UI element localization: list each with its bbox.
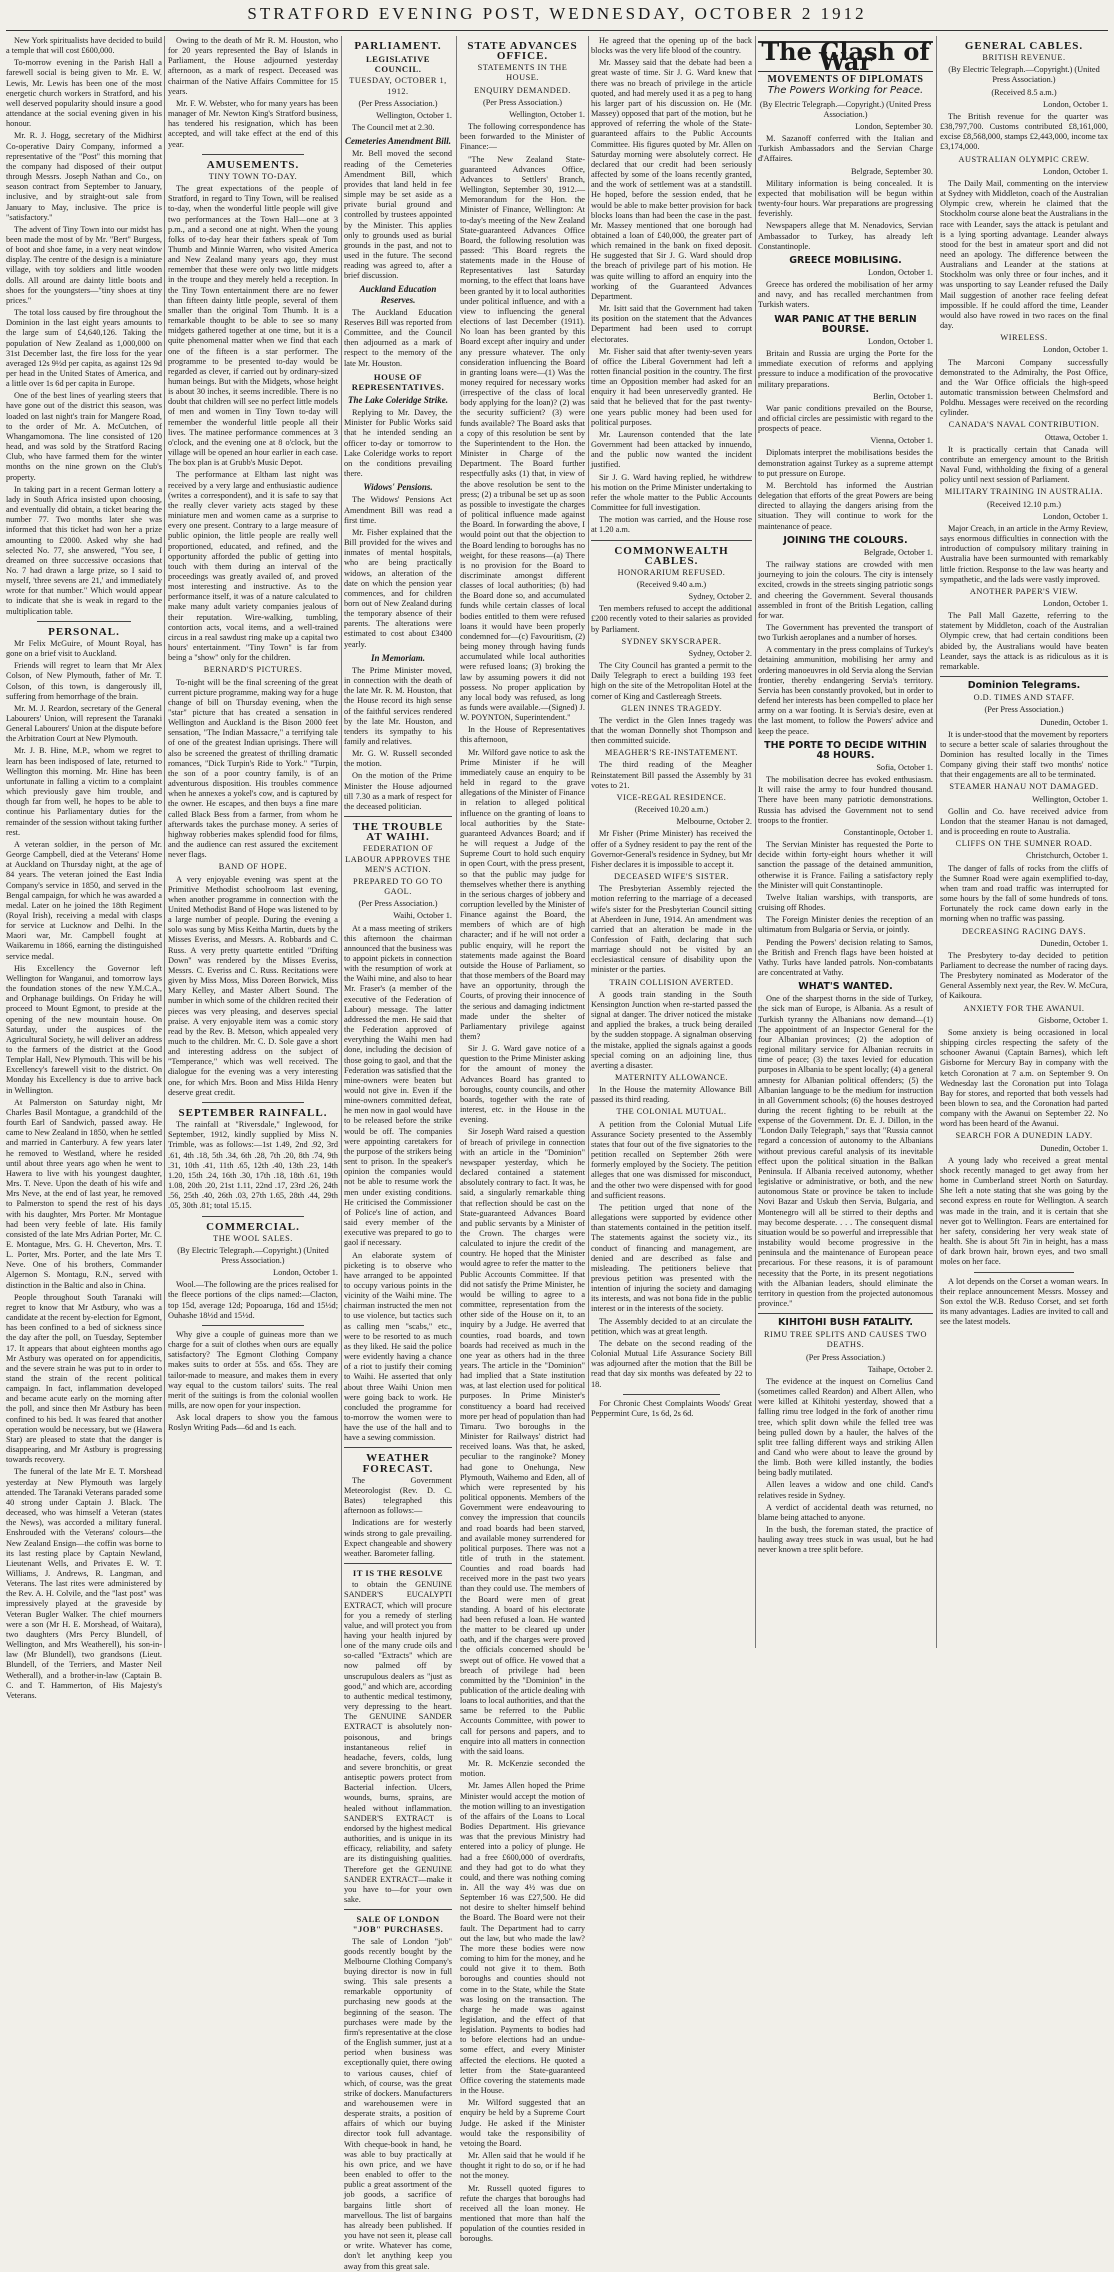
article-subheading: STEAMER HANAU NOT DAMAGED. [949, 782, 1099, 792]
article-paragraph: The City Council has granted a permit to the Daily Telegraph to erect a building 193 feet high on the site of the Metropolitan Hotel at the corner of King and Castlereagh Streets. [591, 661, 752, 701]
dateline: Berlin, October 1. [873, 391, 933, 401]
article-subheading: O.D. TIMES AND STAFF. [973, 693, 1075, 703]
article-subheading: VICE-REGAL RESIDENCE. [616, 792, 727, 802]
section-divider [974, 1272, 1075, 1273]
article-paragraph: Gollin and Co. have received advice from London that the steamer Hanau is not damaged, and is proceeding en route to Australia. [940, 806, 1108, 837]
section-heading: WEATHER FORECAST. [362, 1452, 434, 1475]
article-paragraph: To-night will be the final screening of the great current picture programme, making way for a huge change of bill on Thursday evening, when the "star" picture that has created a sensation in Wellington and Auckland is the Bison 2000 feet sensation, "The Indian Massacre," a terrifying tale of one of the greatest Indian uprisings. There will also be screened the greatest of thrilling dramatic romances, "Dick Turpin's Ride to York." "Turpin, the son of a poor country family, is of an adventurous disposition. His troubles commence when he annexes a yokel's cow, and is captured by the owner. He escapes, and then buys a fine mare called Black Bess from a farmer, from whom he afterwards takes the purchase money. A series of highway robberies makes splendid food for films, and the audience can rest assured the excitement never flags. [168, 677, 338, 860]
dateline: Ottawa, October 1. [1044, 432, 1108, 442]
article-subheading: Cemeteries Amendment Bill. [345, 136, 451, 147]
advertisement-text: For Chronic Chest Complaints Woods' Great Peppermint Cure, 1s 6d, 2s 6d. [591, 1398, 752, 1418]
press-credit: (Per Press Association.) [358, 899, 438, 909]
section-divider [202, 1102, 304, 1103]
article-paragraph: The Assembly decided to at an circulate the petition, which was at great length. [591, 1316, 752, 1336]
article-subheading: CLIFFS ON THE SUMNER ROAD. [955, 839, 1093, 849]
article-subheading: BERNARD'S PICTURES. [203, 665, 303, 675]
article-subheading: GREECE MOBILISING. [789, 254, 902, 266]
article-paragraph: Mr. M. J. Reardon, secretary of the General Labourers' Union, will represent the Taranaki General Labourers' Union at the dispute before the Arbitration Court at New Plymouth. [6, 703, 162, 744]
article-paragraph: A commentary in the press complains of Turkey's detaining ammunition, mobilising her army and ordering manoeuvres in old Servia along the Servian frontier, thereby endangering Servia's territory. Servia has been constantly provoked, but in order to defend her interests has been compelled to place her army on a war footing. It is Servia's desire, even at the last moment, to follow the Powers' advice and keep the peace. [758, 645, 933, 736]
section-heading: Dominion Telegrams. [967, 680, 1081, 692]
dateline: Sydney, October 2. [688, 592, 752, 602]
article-subheading: PREPARED TO GO TO GAOL. [353, 876, 443, 897]
article-subheading: TINY TOWN TO-DAY. [208, 171, 298, 181]
article-paragraph: At a mass meeting of strikers this afternoon the chairman announced that the business was to appoint pickets in connection with the resumption of work at the Waihi mine, and also to hear Mr. Fraser's (a member of the executive of the Federation of Labour) message. The latter addressed the men. He said that the Federation approved of everything the Waihi men had done, including the decision of those going to gaol, and that the Federation was satisfied that the mine-owners were beaten but would not give in. Even if the mine-owners committed defeat, he men now in gaol would have to be released before the strike would be off. The companies were appointing caretakers for the purpose of the strikers being sent to prison. In the speaker's opinion the companies would not be able to resume work the men under existing conditions. He criticised the Commissioner of Police's line of action, and said every member of the executive was prepared to go to gaol if necessary. [344, 923, 452, 1248]
article-paragraph: Some anxiety is being occasioned in local shipping circles respecting the safety of the schooner Awanui (Captain Barnes), which left Gisborne for Mercury Bay in company with the ketch Coronation at 7 a.m. on September 9. On Wednesday last the Coronation put into Tolaga Bay for stores, and reported that both vessels had been blown to sea, and the Coronation had parted company with the Awanui on September 22. No word has been heard of the Awanui. [940, 1027, 1108, 1129]
article-paragraph: The performance at Eltham last night was received by a very large and enthusiastic audience (writes a correspondent), and it is safe to say that the really clever variety acts staged by these miniature men and women came as a surprise to every one present. Contrary to a large measure of public opinion, the little people are really well proportioned, educated, and refined, and the opportunity afforded the public of getting into touch with them during an interval of the proceedings was greatly availed of, and proved most interesting and instructive. As to the performance itself, it was of a nature calculated to make many adult variety companies jealous of their reputation. Wire-walking, tumbling, contortion acts, vocal items, and a well-trained circus in a real sawdust ring make up a capital two hours' entertainment. "Tiny Town" is far from being a "show" only for the children. [168, 470, 338, 663]
article-paragraph: Mr. Fisher explained that the Bill provided for the wives and inmates of mental hospitals, who are being practically widows, an alteration of the date on which the pension year commences, and for children born out of New Zealand during the temporary absence of their parents. The alterations were estimated to cost about £3400 yearly. [344, 527, 452, 649]
column-divider [456, 36, 457, 1648]
article-subheading: DECEASED WIFE'S SISTER. [614, 872, 729, 882]
article-subheading: The Powers Working for Peace. [767, 85, 924, 97]
article-paragraph: An elaborate system of picketing is to observe who have arranged to be appointed to occupy various points in the vicinity of the Waihi mine. The chairman instructed the men not to use violence, but tactics such as calling men "scabs," etc., were to be resorted to as much as they liked. He said the police were evidently having a chance of a riot to justify their coming to Waihi. He asserted that only about three Waihi Union men were going back to work. He concluded the programme for to-morrow the women were to have the use of the hall and to have a sewing commission. [344, 1250, 452, 1443]
dateline: Belgrade, September 30. [850, 166, 933, 176]
article-subheading: RIMU TREE SPLITS AND CAUSES TWO DEATHS. [764, 1330, 927, 1350]
article-paragraph: The Foreign Minister denies the reception of an ultimatum from Bulgaria or Servia, or jointly. [758, 915, 933, 935]
article-paragraph: New York spiritualists have decided to build a temple that will cost £600,000. [6, 36, 162, 56]
dateline: London, October 1. [1043, 598, 1108, 608]
press-credit: (Per Press Association.) [358, 98, 438, 108]
article-subheading: ANXIETY FOR THE AWANUI. [963, 1003, 1085, 1013]
article-paragraph: On the motion of the Prime Minister the House adjourned till 7.30 as a mark of respect for the deceased politician. [344, 771, 452, 811]
section-divider [344, 816, 452, 817]
article-paragraph: Mr. Wilford suggested that an enquiry be held by a Supreme Court Judge. He asked if the Minister would take the responsibility of vetoing the Board. [460, 2098, 585, 2148]
article-paragraph: In the House the maternity Allowance Bill passed its third reading. [591, 1085, 752, 1105]
advertisement-text: to obtain the GENUINE SANDER'S EUCALYPTI EXTRACT, which will procure for you a remedy of sterling value, and will protect you from having your health injured by one of the many crude oils and so-called "Extracts" which are now palmed off by unscrupulous dealers as "just as good," and which are, according to authentic medical testimony, very depressing to the heart. The GENUINE SANDER EXTRACT is absolutely non-poisonous, and brings instantaneous relief in headache, fevers, colds, lung and severe bronchitis, or great antiseptic powers protect from Bacterial infection. Ulcers, wounds, burns, sprains, are healed without inflammation. SANDER'S EXTRACT is endorsed by the highest medical authorities, and is unique in its efficacy, reliability, and safety are its distinguishing qualities. Therefore get the GENUINE SANDER EXTRACT—make it you have to—for your own sake. [344, 1580, 452, 1905]
article-paragraph: Mr. Allen said that he would if he thought it right to do so, or if he had not the money. [460, 2151, 585, 2181]
section-heading: THE TROUBLE AT WAIHI. [352, 821, 444, 844]
press-credit: (Per Press Association.) [482, 97, 563, 107]
dateline: Belgrade, October 1. [863, 547, 933, 557]
article-paragraph: The verdict in the Glen Innes tragedy was that the woman Donnelly shot Thompson and then committed suicide. [591, 715, 752, 746]
article-paragraph: Mr. R. McKenzie seconded the motion. [460, 1759, 585, 1779]
article-subheading: CANADA'S NAVAL CONTRIBUTION. [948, 420, 1100, 430]
column-5 [591, 36, 752, 1648]
article-subheading: Widows' Pensions. [363, 482, 433, 493]
article-paragraph: The mobilisation decree has evoked enthusiasm. It will raise the army to four hundred thousand. There have been many patriotic demonstrations. Russia has advised the Government not to send troops to the frontier. [758, 775, 933, 825]
article-date: TUESDAY, OCTOBER 1, 1912. [349, 76, 447, 96]
dateline: Constantinople, October 1. [843, 827, 933, 837]
advertisement-heading: SALE OF LONDON "JOB" PURCHASES. [352, 1914, 444, 1935]
article-subheading: JOINING THE COLOURS. [783, 534, 908, 546]
article-paragraph: The Presbyterian Assembly rejected the motion referring to the marriage of a deceased wife's sister for the Presbyterian Council sitting at Aberdeen in June, 1914. An amendment was carried that an alteration be made in the Confession of Faith, declaring that such marriage should not be visited by an ecclesiastical censure of disability upon the minister or the parties. [591, 884, 752, 975]
article-paragraph: Sir J. G. Ward having replied, he withdrew his motion on the Prime Minister undertaking to refer the whole matter to the Public Accounts Committee for full investigation. [591, 472, 752, 513]
article-paragraph: The danger of falls of rocks from the cliffs of the Sumner Road were again exemplified to-day, when tram and road traffic was interrupted for some hours by the fall of some hundreds of tons. Fortunately the rock came down early in the morning when no traffic was passing. [940, 863, 1108, 924]
article-paragraph: In the bush, the foreman stated, the practice of hauling away trees stuck in was usual, but he had never known a tree split before. [758, 1525, 933, 1555]
article-paragraph: "The New Zealand State-guaranteed Advances Office, Advances to Settlers' Branch, Wellington, September 30, 1912.—Memorandum for the Hon. the Minister of Finance, Wellington: At to-day's meeting of the New Zealand State-guaranteed Advances Office Board, the following resolution was passed: 'This Board regrets the statements made in the House of Representatives last Saturday morning, to the effect that loans have been granted by it to local authorities under political influence, and with a view to influencing the general elections of last December (1911). No loan has been granted by this Board except after inquiry and under any pressure whatever. The only consideration influencing the Board in granting loans were—(1) Was the money required for necessary works (irrespective of the class of local body applying for the loan)? (2) was the security sufficient? (3) were funds available? The Board asks that a copy of this resolution be sent by the Superintendent to the Hon. the Minister in Charge of the Department. The Board further respectfully asks (1) that, in view of the above resolution be sent to the press; (2) a tribunal be set up as soon as possible to investigate the charges of political influence made against the Board. In forwarding the above, I would point out that the objection to the Board lending to boroughs has no weight, for these reasons—(a) There is no provision for the Board to discriminate amongst different classes of local authorities; (b) had the Board done so, and accumulated funds while certain classes of local bodies entitled to them were refused loans it would have been properly condemned for—(c) Favouritism, (2) being money through having funds accumulated while local authorities were refused loans; (3) broking the law by assuming powers it did not possess. No proper application by any local body was refused, as long as funds were available.—(Signed) J. W. POYNTON, Superintendent." [460, 154, 585, 723]
article-paragraph: The evidence at the inquest on Cornelius Cand (sometimes called Reardon) and Albert Allen, who were killed at Kihitohi yesterday, showed that a falling rimu tree lodged in the fork of another rimu tree, which split down while the felled tree was being pulled down by a hauler, the halves of the split tree falling different ways and striking Allen and Cand who were about to leave the ground by the limb. Both were killed instantly, the bodies being badly mutilated. [758, 1376, 933, 1478]
advertisement-text: The sale of London "job" goods recently bought by the Melbourne Clothing Company's buying director is now in full swing. This sale presents a remarkable opportunity of purchasing new goods at the beginning of the season. The purchases were made by the firm's representative at the close of the English summer, just at a period when business was exceptionally quiet, there owing to various causes, chief of which, of course, was the great strike of dockers. Manufacturers and warehousemen were in desperate straits, a position of affairs of which our buying director took full advantage. With cheque-book in hand, he was able to buy practically at his own price, and we have been enabled to offer to the public a great assortment of the job goods, a sacrifice of bargains little short of marvellous. The list of bargains has already been published. If you have not seen it, please call or write. Whatever has come, don't let anything keep you away from this great sale. [344, 1936, 452, 2271]
article-paragraph: A young lady who received a great mental shock recently managed to get away from her home in Cumberland street North on Saturday. She left a note stating that she was going by the second express en route for Wellington. A search was made in the train, and it is certain that she never got to Wellington. Fears are entertained for her safety, considering her very weak state of health. She is about 5ft 7in in height, has a mass of dark brown hair, brown eyes, and two small moles on her face. [940, 1155, 1108, 1267]
dateline: London, September 30. [855, 121, 933, 131]
article-paragraph: Wool.—The following are the prices realised for the fleece portions of the clips named:—Clacton, top 15d, average 12d; Popoaruga, 16d and 15½d; Ouhashe 18½d and 15½d. [168, 1280, 338, 1320]
article-subheading: GLEN INNES TRAGEDY. [621, 703, 722, 713]
column-divider [936, 36, 937, 1648]
article-subheading: AUSTRALIAN OLYMPIC CREW. [958, 154, 1090, 164]
article-subheading: DECREASING RACING DAYS. [962, 926, 1086, 936]
column-divider [755, 36, 756, 1648]
article-subheading: WAR PANIC AT THE BERLIN BOURSE. [774, 313, 917, 335]
column-divider [164, 36, 165, 1648]
section-heading: GENERAL CABLES. [964, 40, 1084, 52]
article-subheading: Auckland Education Reserves. [359, 284, 437, 305]
war-headline-box [758, 37, 933, 77]
dateline: Wellington, October 1. [509, 109, 585, 119]
dateline: Melbourne, October 2. [676, 817, 752, 827]
article-paragraph: The funeral of the late Mr E. T. Morshead yesterday at New Plymouth was largely attended. The Taranaki Veterans paraded some 40 strong under Captain J. Black. The deceased, who was himself a Veteran (states the News), was accorded a military funeral. Enshrouded with the Veterans' colours—the New Zealand Ensign—the coffin was borne to its last resting place by Captain Newland, Lieutenant Wells, and Privates E. W. T. Williams, J. Andrews, R. Langman, and Veterans. The last rites were administered by the Rev. A. H. Colvile, and the "last post" was impressively played at the graveside by Veteran Bugler Walker. The chief mourners were a son (Mr H. E. Morshead, of Waitara), two daughters (Mrs Percy Blundell, of Wellington, and Mrs Weatherell), his son-in-law (Mr Blundell), two grandsons (Lieut. Blundell, of the Terriers, and Master Neil Wetherall), and a brother-in-law (Captain B. C. and T. Hammerton, of His Majesty's Veterans. [6, 1467, 162, 1700]
article-paragraph: Allen leaves a widow and one child. Cand's relatives reside in Sydney. [758, 1480, 933, 1500]
section-heading: STATE ADVANCES OFFICE. [467, 40, 578, 63]
article-paragraph: Mr. J. B. Hine, M.P., whom we regret to learn has been indisposed of late, returned to Wellington this morning. Mr. Hine has been unfortunate in falling a victim to a complaint which previously gave him trouble, and though far from well, he hopes to be able to continue his Parliamentary duties for the remainder of the session without taking further rest. [6, 746, 162, 837]
section-heading: SEPTEMBER RAINFALL. [178, 1106, 328, 1119]
advertisement-text: Why give a couple of guineas more than we charge for a suit of clothes when ours are equally satisfactory? The Egmont Clothing Company makes suits to order at 55s. and 65s. They are tailor-made to measure, and makes them in every way equal to the custom tailors' suits. The real merit of the suitings is from the colonial woollen mills, are now open for your inspection. [168, 1329, 338, 1410]
dateline: Dunedin, October 1. [1040, 1143, 1108, 1153]
column-7 [940, 36, 1108, 1648]
article-subheading: MEAGHER'S RE-INSTATEMENT. [604, 748, 738, 758]
section-heading: KIHITOHI BUSH FATALITY. [778, 1317, 913, 1329]
article-paragraph: A very enjoyable evening was spent at the Primitive Methodist schoolroom last evening, when another programme in connection with the United Methodist Band of Hope was listened to by a large number of people. During the evening a solo was sung by Miss Keitha Martin, duets by the Misses Everiss, and Messrs. A. Robbards and C. Russ. A very pretty quartette entitled "Drifting Down" was rendered by the Misses Everiss, Messrs. C. Everiss and C. Russ. Recitations were given by Miss Moss, Miss Doreen Borwick, Miss Mary Kelley, and Master Albert Sound. The number in which some of the children recited their pieces was very pleasing, and deserves special praise. A very enjoyable item was a comic story read by the Rev. B. Metson, which appealed very much to the children. Mr. C. D. Sole gave a short and interesting address on the subject of "Temperance," which was well received. The dialogue for the evening was a very interesting one, for which Mrs. Boon and Miss Hilda Henry deserve great credit. [168, 874, 338, 1097]
article-paragraph: The rainfall at "Riversdale," Inglewood, for September, 1912, kindly supplied by Miss N. Trimble, was as follows:—1st 1.49, 2nd .92, 3rd .61, 4th .18, 5th .34, 6th .28, 7th .20, 8th .74, 9th .31, 10th .41, 11th .65, 12th .40, 13th .23, 14th 1.20, 15th .24, 16th .30, 17th .18, 18th .61, 19th 1.08, 20th .20, 21st 1.11, 22nd .17, 23rd .26, 24th .56, 25th .40, 26th .03, 27th 1.65, 28th .44, 29th .05, 30th .81; total 15.15. [168, 1120, 338, 1211]
article-paragraph: Ten members refused to accept the additional £200 recently voted to their salaries as provided by Parliament. [591, 604, 752, 634]
column-3 [344, 36, 452, 2271]
article-paragraph: War panic conditions prevailed on the Bourse, and official circles are pessimistic with regard to the prospects of peace. [758, 403, 933, 434]
article-paragraph: The total loss caused by fire throughout the Dominion in the last eight years amounts to the large sum of £4,640,126. Taking the population of New Zealand as 1,000,000 on 31st December last, the fire loss for the year averaged 12s 9½d per capita, as against 12s 9d per head in the United States of America, and a little over 1s 6d per capita in Europe. [6, 308, 162, 389]
article-subheading: WIRELESS. [1000, 333, 1048, 343]
article-paragraph: The motion was carried, and the House rose at 1.20 a.m. [591, 515, 752, 535]
press-credit: (Per Press Association.) [984, 705, 1064, 715]
article-paragraph: His Excellency the Governor left Wellington for Wanganui, and tomorrow lays the foundation stones of the new Y.M.C.A., and Orphanage buildings. On Friday he will proceed to Mount Egmont, to preside at the opening of the new mountain house. On Saturday, under the auspices of the Agricultural Society, he will deliver an address to the farmers of the district at the Good Templar Hall, New Plymouth. This will be his Excellency's farewell visit to the district. On Monday his Excellency is due to arrive back in Wellington. [6, 963, 162, 1095]
article-subheading: THE COLONIAL MUTUAL. [616, 1107, 727, 1117]
article-paragraph: Mr. Massey said that the debate had been a great waste of time. Sir J. G. Ward knew that there was no breach of privilege in the article quoted, and had merely used it as a peg to hang his larger part of his discussion on. He (Mr. Massey) opposed that part of the motion, but he approved of referring the whole of the State-guaranteed affairs to the Public Accounts Committee. His figures quoted by Mr. Allen on Saturday morning were absolutely correct. He declared that our credit had been seriously affected by some of the loans recently granted, and the work of settlement was at a standstill. He hoped, before the session ended, that he would be able to make better provision for back blocks loans than had been the case in the past. Mr. Massey mentioned that one borough had obtained a loan of £40,000, the greater part of which remained in the bank on fixed deposit. He suggested that Sir J. G. Ward should drop the breach of privilege part of his motion. He was quite willing to afford an enquiry into the working of the Guaranteed Advances Department. [591, 58, 752, 301]
dateline: Dunedin, October 1. [1040, 717, 1108, 727]
article-subheading: In Memoriam. [370, 652, 425, 663]
dateline: London, October 1. [273, 1268, 338, 1278]
received-time: (Received 12.10 p.m.) [987, 499, 1061, 509]
article-paragraph: The third reading of the Meagher Reinstatement Bill passed the Assembly by 31 votes to 21. [591, 760, 752, 790]
article-paragraph: A veteran soldier, in the person of Mr. George Campbell, died at the Veterans' Home at Auckland on Thursday night, at the age of 84 years. The veteran joined the East India Company's service in 1850, and served in the Bengal campaign, for which he was awarded a medal. Later on he joined the 18th Regiment (Royal Irish), receiving a medal with clasps for service at Lucknow and Delhi. In the Maori war, Mr. Campbell fought at Waikaremu in 1866, earning the distinguished service medal. [6, 839, 162, 961]
article-subheading: HONORARIUM REFUSED. [617, 567, 726, 577]
war-headline: The Clash of War [761, 37, 930, 77]
received-time: (Received 9.40 a.m.) [636, 579, 707, 589]
article-paragraph: In the House of Representatives this afternoon, [460, 725, 585, 745]
article-paragraph: The Pall Mall Gazette, referring to the statement by Middleton, coach of the Australian Olympic crew, that had certain conditions been abided by, the Australians would have beaten Leander, says the attack is as ridiculous as it is remarkable. [940, 611, 1108, 671]
section-heading: PERSONAL. [48, 625, 120, 638]
article-paragraph: The following correspondence has been forwarded to the Minister of Finance:— [460, 122, 585, 152]
article-subheading: MOVEMENTS OF DIPLOMATS [767, 74, 924, 86]
article-paragraph: Mr Fisher (Prime Minister) has received the offer of a Sydney resident to pay the rent of the Governor-General's residence in Sydney, but Mr Fisher declares it is impossible to accept it. [591, 829, 752, 869]
article-subheading: MILITARY TRAINING IN AUSTRALIA. [944, 487, 1104, 497]
article-paragraph: Mr. G. W. Russell seconded the motion. [344, 749, 452, 769]
article-paragraph: M. Berchtold has informed the Austrian delegation that efforts of the great Powers are being directed to allaying the dangers arising from the situation. They will continue to work for the maintenance of peace. [758, 480, 933, 531]
article-paragraph: Replying to Mr. Davey, the Minister for Public Works said that he intended sending an officer to-day or tomorrow to Lake Coleridge works to report on the conditions prevailing there. [344, 408, 452, 479]
dateline: London, October 1. [868, 336, 933, 346]
article-paragraph: Indications are for westerly winds strong to gale prevailing. Expect changeable and showery weather. Barometer falling. [344, 1518, 452, 1558]
section-divider [202, 1216, 304, 1217]
press-credit: (By Electric Telegraph.—Copyright.) (United Press Association.) [177, 1245, 329, 1265]
article-paragraph: Mr. Isitt said that the Government had taken its position on the statement that the Advances Department had been used to corrupt electorates. [591, 304, 752, 344]
masthead-rule [6, 30, 1108, 31]
article-paragraph: People throughout South Taranaki will regret to know that Mr Astbury, who was a candidate at the recent by-election for Egmont, has been confined to a bed of sickness since the day after the poll, on Tuesday, September 17. It appears that about eighteen months ago Mr Astbury was operated on for appendicitis, and the severe strain he was put to in order to stand the strain of the recent political campaign. In fact, inflammation developed and became acute early on the morning after the poll, and since then Mr Astbury has been confined to his bed. It was feared that another operation would be necessary, but we (Hawera Star) are pleased to state that the danger is disappearing, and Mr Astbury is progressing towards recovery. [6, 1292, 162, 1465]
article-paragraph: The Marconi Company successfully demonstrated to the Admiralty, the Post Office, and the War Office officials the high-speed automatic transmission between Chelmsford and Poldhu. Messages were received on the recording cylinder. [940, 357, 1108, 418]
article-paragraph: The great expectations of the people of Stratford, in regard to Tiny Town, will be realised to-day, when the wonderful little people will give two performances at the Town Hall—one at 3 p.m., and a second one at night. When the young folks of to-day hear their fathers speak of Tom Thumb and Minnie Warren, who visited America and New Zealand many years ago, they must remember that these were only two little midgets in the troupe and they merely held a reception. In the Tiny Town entertainment there are no fewer than fifteen dainty little people, several of them smaller than the original Tom Thumb. It is a remarkable thought to be able to see so many midgets gathered together at one time, but it is a quite phenomenal matter when we find that each one of the fifteen is a star performer. The programme to be presented to-day would be regarded as clever, if carried out by ordinary-sized human beings. But with the Midgets, whose height is about 30 inches, it seems incredible. There is no doubt that children will see no perfect little models of men and women in Tiny Town to-day will remember the wonderful little people all their lives. The matinee performance commences at 3 o'clock, and the evening one at 8 o'clock, but the village will be opened an hour earlier in each case. The box plan is at Grubb's Music Depot. [168, 184, 338, 468]
article-paragraph: Owing to the death of Mr R. M. Houston, who for 20 years represented the Bay of Islands in Parliament, the House adjourned yesterday afternoon, as a mark of respect. Deceased was chairman of the Native Affairs Committee for 15 years. [168, 36, 338, 96]
article-subheading: The Lake Coleridge Strike. [348, 395, 448, 405]
article-paragraph: Mr. James Allen hoped the Prime Minister would accept the motion of the motion willing to an investigation of the affairs of the Loans to Local Bodies Department. His grievance was that the previous Ministry had entered into a policy of plunge. He had a free £600,000 of overdrafts, and they had got to do what they could, and there was nothing coming in. All the way 4½ was due on September 16 was £27,500. He did not desire to shelter himself behind the Board. The Board were not their fault. The Department had to carry out the law, but who made the law? The more these bodies were now coming to him for the money, and he could not give it to them. Both boroughs and counties should not come in to the State, while the State was losing on the transaction. The charge he made was against legislation, and the effect of that legislation. Payments to bodies had to before elections had an undue-some effect, and every Minister affected the elections. He quoted a letter from the State-guaranteed Office covering the statements made in the House. [460, 1781, 585, 2096]
column-6 [758, 36, 933, 1648]
article-paragraph: A petition from the Colonial Mutual Life Assurance Society presented to the Assembly states that four out of the five signatories to the petition recalled on September 26th were formerly employed by the Society. The petition alleges that one was dismissed for misconduct, and the other two were dispensed with for good and sufficient reasons. [591, 1119, 752, 1200]
section-divider [344, 1447, 452, 1448]
section-divider [37, 621, 131, 622]
article-paragraph: It is under-stood that the movement by reporters to secure a better scale of salaries throughout the Dominion has resulted locally in the Times Company giving their staff two months' notice that their engagements are all to be terminated. [940, 729, 1108, 780]
press-credit: (By Electric Telegraph.—Copyright.) (United Press Association.) [948, 65, 1100, 85]
article-paragraph: A goods train standing in the South Kensington Junction when re-started passed the signal at danger. The driver noticed the mistake and applied the brakes, a truck being derailed by the sudden stoppage. A signalman observing the mistake, applied the signals against a goods special coming on an adjoining line, thus averting a disaster. [591, 989, 752, 1070]
dateline: Wellington, October 1. [376, 110, 452, 120]
article-subheading: WHAT'S WANTED. [798, 981, 893, 993]
article-paragraph: One of the best lines of yearling steers that have gone out of the district this season, was loaded on last night's train for Mangere Road, to the order of Mr. A. McCutchen, of Whangamomona. The line consisted of 120 head, and was sold by the Stratford Racing Club, who have farmed them for the winter months on the nine grown on the Club's property. [6, 391, 162, 482]
article-subheading: THE PORTE TO DECIDE WITHIN 48 HOURS. [764, 739, 927, 761]
column-4 [460, 36, 585, 2244]
section-divider [623, 1394, 720, 1395]
article-paragraph: The debate on the second reading of the Colonial Mutual Life Assurance Society Bill was adjourned after the motion that the Bill be read that day six months was defeated by 22 to 18. [591, 1338, 752, 1389]
article-paragraph: Newspapers allege that M. Nenadovics, Servian Ambassador to Turkey, has already left Constantinople. [758, 221, 933, 251]
article-paragraph: Friends will regret to learn that Mr Alex Colson, of New Plymouth, father of Mr. T. Colson, of this town, is dangerously ill, suffering from hemorrhage of the brain. [6, 661, 162, 701]
dateline: London, October 1. [1043, 166, 1108, 176]
article-paragraph: M. Sazanoff conferred with the Italian and Turkish Ambassadors and the Servian Charge d'Affaires. [758, 134, 933, 164]
article-paragraph: The Widows' Pensions Act Amendment Bill was read a first time. [344, 495, 452, 525]
advertisement-heading: IT IS THE RESOLVE [352, 1568, 444, 1579]
dateline: Vienna, October 1. [870, 436, 933, 446]
article-paragraph: Britain and Russia are urging the Porte for the immediate execution of reforms and applying pressure to induce a modification of the provocative military preparations. [758, 349, 933, 389]
dateline: Wellington, October 1. [1032, 794, 1108, 804]
section-divider [940, 676, 1108, 677]
article-paragraph: Major Creach, in an article in the Army Review, says enormous difficulties in connection with the introduction of compulsory military training in Australia have been surmounted with remarkably little friction. Response to the law was hearty and sympathetic, and the lads were vastly improved. [940, 523, 1108, 584]
article-paragraph: Twelve Italian warships, with transports, are cruising off Rhodes. [758, 892, 933, 913]
article-subheading: SEARCH FOR A DUNEDIN LADY. [955, 1131, 1093, 1141]
article-paragraph: The Auckland Education Reserves Bill was reported from Committee, and the Council then adjourned as a mark of respect to the memory of the late Mr. Houston. [344, 307, 452, 368]
column-2 [168, 36, 338, 1648]
article-subheading: THE WOOL SALES. [213, 1233, 293, 1243]
dateline: Gisborne, October 1. [1038, 1015, 1108, 1025]
article-paragraph: Mr. R. J. Hogg, secretary of the Midhirst Co-operative Dairy Company, informed a representative of the "Post" this morning that the company had disposed of their output through Messrs. Joseph Nathan and Co., on season contract from September to January, inclusive, and by straight-out sale from January to May, inclusive. The price is "satisfactory." [6, 131, 162, 222]
article-paragraph: Pending the Powers' decision relating to Samos, the British and French flags have been hoisted at Vathy. Turks have landed patrols. Non-combatants are concentrated at Vathy. [758, 937, 933, 977]
advertisement-text: A lot depends on the Corset a woman wears. In their replace announcement Messrs. Mossey and Son extol the W.B. Reduso Corset, and set forth its many advantages. Ladies are invited to call and see the latest models. [940, 1276, 1108, 1327]
column-divider [341, 36, 342, 1648]
article-paragraph: Mr. Fisher said that after twenty-seven years of office the Liberal Government had left a rotten financial position in the country. The first time an Opposition member had asked for an enquiry it had been unreservedly granted. He said that he believed that for the past twenty-one years public money had been used for political purposes. [591, 346, 752, 427]
press-credit: (By Electric Telegraph.—Copyright.) (United Press Association.) [759, 99, 932, 119]
article-paragraph: At Palmerston on Saturday night, Mr Charles Basil Montague, a grandchild of the fourth Earl of Sandwich, passed away. He came to New Zealand in 1850, when he settled and married in Canterbury. A few years later he removed to Westland, where he resided until about three years ago when he went to Hawera to live with his youngest daughter, Mrs. T. Neve. Upon the death of his wife and Mrs Neve, at the end of last year, he removed to Palmerston to spend the rest of his days with his daughter, Mrs Porter. Mr Montague had been very feeble of late. His family consisted of the late Mrs Adrian Porter, Mr. C. E. Montague, Mrs. G. H. Cheverton, Mrs. T. L. Porter, Mrs. Porter, and the late Mrs T. Neve. One of his brothers, Commander Algernon S. Montagu, R.N., served with distinction in the Baltic and also in China. [6, 1097, 162, 1290]
section-divider [758, 1313, 933, 1314]
section-heading: AMUSEMENTS. [206, 158, 300, 171]
section-divider [344, 1563, 452, 1564]
press-credit: (Per Press Association.) [805, 1352, 886, 1362]
article-paragraph: Military information is being concealed. It is expected that mobilisation will be begun within twenty-four hours. War preparations are progressing feverishly. [758, 178, 933, 219]
section-heading: COMMONWEALTH CABLES. [614, 544, 729, 567]
article-paragraph: Mr. F. W. Webster, who for many years has been manager of Mr. Newton King's Stratford business, has tendered his resignation, which has been accepted, and will take effect at the end of this year. [168, 98, 338, 149]
article-subheading: SYDNEY SKYSCRAPER. [621, 636, 722, 646]
dateline: London, October 1. [1043, 511, 1108, 521]
article-paragraph: The railway stations are crowded with men journeying to join the colours. The city is intensely excited, crowds in the streets singing patriotic songs and cheering the Government. Several thousands assembled in front of the British Legation, calling for war. [758, 560, 933, 620]
article-subheading: MATERNITY ALLOWANCE. [615, 1073, 728, 1082]
advertisement-text: Ask local drapers to show you the famous Roslyn Writing Pads—6d and 1s each. [168, 1413, 338, 1433]
article-paragraph: The advent of Tiny Town into our midst has been made the most of by Mr. "Bert" Burgess, of boot and shoe fame, in a very neat window display. The centre of the design is a miniature village, with toy soldiers and little wooden dolls. All around are dainty little boots and shoes for the youngsters—"tiny shoes at tiny prices." [6, 224, 162, 305]
section-heading: COMMERCIAL. [206, 1220, 300, 1233]
dateline: Christchurch, October 1. [1025, 851, 1108, 861]
article-paragraph: Mr. Laurenson contended that the late Government had been attacked by innuendo, and the public now wanted the incident justified. [591, 429, 752, 470]
article-paragraph: The Government Meteorologist (Rev. D. C. Bates) telegraphed this afternoon as follows:— [344, 1475, 452, 1516]
column-divider [588, 36, 589, 1648]
article-paragraph: The Government has prevented the transport of two Turkish aeroplanes and a number of horses. [758, 622, 933, 643]
dateline: Dunedin, October 1. [1040, 938, 1108, 948]
article-subheading: BRITISH REVENUE. [982, 53, 1066, 63]
article-paragraph: Diplomats interpret the mobilisations besides the demonstration against Turkey as a supreme attempt to put pressure on Europe. [758, 448, 933, 478]
article-paragraph: The Council met at 2.30. [352, 123, 435, 133]
article-subheading: HOUSE OF REPRESENTATIVES. [351, 371, 445, 392]
section-divider [591, 540, 752, 541]
dateline: Waihi, October 1. [393, 911, 452, 921]
dateline: Taihape, October 2. [867, 1364, 933, 1374]
article-paragraph: The Servian Minister has requested the Porte to decide within forty-eight hours whether it will sanction the passage of the detained ammunition, otherwise it is France. Failing a satisfactory reply the Minister will quit Constantinople. [758, 840, 933, 890]
article-paragraph: Sir Joseph Ward raised a question of breach of privilege in connection with an article in the "Dominion" newspaper yesterday, which he declared contained a statement absolutely contrary to fact. It was, he said, a singularly remarkable thing that reflection should be cast on the State-guaranteed Advances Board and public servants by a Minister of the Crown. The charges were calculated to injure the credit of the country. He hoped that the Minister would agree to refer the matter to the Public Accounts Committee. If that did not satisfy the Prime Minister, he would be willing to agree to a committee, representation from the other side of the House on it, to an inquiry by a Judge. He averred that counties, road boards, and town boards had received as much in the one year as others had in the three years. The article in the "Dominion" had implied that a State institution was, at last election used for political purposes. In Prime Minister's constituency a board had received more per head of population than had Timaru. Two boroughs in the Minister for Railways' district had received loans. Was that, he asked, peculiar to the ranginoke? Money had gone to Onehunga, New Plymouth, Waihemo and Eden, all of which were represented by his political opponents. Members of the Government were endeavouring to convey the impression that councils and road boards had been starved, and available money surrendered for political purposes. There was not a title of truth in the statement. Counties and road boards had received more in the past two years than they could use. The members of the Board were men of great standing. A board of his electorate had been refused a loan. He wanted the matter to be cleared up under oath, and if the charges were proved the officials concerned should be swept out of office. He vowed that a breach of privilege had been committed by the "Dominion" in the publication of the article dealing with loans to local authorities, and that the same be referred to the Public Accounts Committee, with power to call for persons and papers, and to enquire into all matters in connection with the said loans. [460, 1127, 585, 1756]
section-divider [202, 154, 304, 155]
section-divider [202, 1325, 304, 1326]
article-paragraph: The Prime Minister moved, in connection with the death of the late Mr. R. M. Houston, that the House record its high sense of the faithful services rendered by the late Mr. Houston, and tenders its sympathy to his family and relatives. [344, 665, 452, 746]
article-subheading: STATEMENTS IN THE HOUSE. [477, 63, 568, 83]
article-subheading: ANOTHER PAPER'S VIEW. [969, 586, 1079, 596]
received-time: (Received 10.20 a.m.) [634, 805, 709, 815]
dateline: Sofia, October 1. [876, 763, 933, 772]
section-heading: PARLIAMENT. [354, 40, 442, 52]
article-paragraph: Mr. Russell quoted figures to refute the charges that boroughs had received all the loan money. He mentioned that more than half the population of the counties resided in boroughs. [460, 2183, 585, 2244]
article-paragraph: To-morrow evening in the Parish Hall a farewell social is being given to Mr. E. W. Lewis, Mr. Lewis has been one of the most energetic church workers in Stratford, and his well deserved popularity should insure a good attendance at the social evening given in his honour. [6, 58, 162, 129]
article-paragraph: A verdict of accidental death was returned, no blame being attached to anyone. [758, 1502, 933, 1522]
article-paragraph: It is practically certain that Canada will contribute an emergency amount to the British Naval Fund, withholding the fixing of a general policy until next session of Parliament. [940, 444, 1108, 485]
article-paragraph: Mr Felix McGuire, of Mount Royal, has gone on a brief visit to Auckland. [6, 638, 162, 659]
article-paragraph: The Daily Mail, commenting on the interview at Sydney with Middleton, coach of the Australian Olympic crew, wherein he claimed that the Stockholm course alone beat the Australians in the race with Leander, says the attack is petulant and is a lying sporting advantage. Leander always stood for the best in amateur sport and did not need an apology. The difference between the Australians and Leander at the stations at Stockholm was only three or four inches, and it was unsporting to say Leander refused the Daily Mail suggestion of another race feeling defeat impossible. If he could afford the time, Leander would also have rowed in two races on the final day. [940, 178, 1108, 331]
article-paragraph: Greece has ordered the mobilisation of her army and navy, and has recalled merchantmen from Turkish waters. [758, 280, 933, 310]
article-subheading: TRAIN COLLISION AVERTED. [609, 977, 734, 987]
article-subheading: FEDERATION OF LABOUR APPROVES THE MEN'S ACTION. [345, 844, 451, 874]
article-paragraph: Sir J. G. Ward gave notice of a question to the Prime Minister asking for the amount of money the Advances Board has granted to boroughs, county councils, and other boards, together with the rate of interest, etc. in the House in the evening. [460, 1044, 585, 1125]
article-paragraph: He agreed that the opening up of the back blocks was the very life blood of the country. [591, 36, 752, 56]
article-paragraph: One of the sharpest thorns in the side of Turkey, the sick man of Europe, is Albania. As a result of Turkish tyranny the Albanians now demand—(1) The appointment of an Inspector General for the four Albanian provinces; (2) the adoption of regional military service for Albanian recruits in time of peace; (3) the taxes levied for education purposes in Albania to be spent locally; (4) a general amnesty for Albanian political offenders; (5) the Albanian language to be the medium for instruction in all Government schools; (6) the houses destroyed during the recent fighting to be rebuilt at the expense of the Government. Dr. E. J. Dillon, in the "London Daily Telegraph," says that "Russia cannot regard a concession of autonomy to the Albanians without previous careful analysis of its inevitable effect upon the political situation in the Balkan Peninsula. If Albania received autonomy, whether legislative or administrative, or both, and the new autonomous State or province be taken to include Novi Bazar and Uskub then Servia, Bulgaria, and Montenegro will all be stirred to their depths and may become desperate. . . . The consequent dismal situation would be so powerful and irrepressible that instability would become progressive in the peninsula and the maintenance of European peace precarious. For these reasons, it is of paramount necessity that the Porte, in its present negotiations with the Albanian leaders, should eliminate the territory in question from the projected autonomous province." [758, 994, 933, 1308]
article-paragraph: Mr. Bell moved the second reading of the Cemeteries Amendment Bill, which provides that land held in fee simple may be set aside as a private burial ground and controlled by trustees appointed by the Minister. This applies only to grounds used as burial grounds in the past, and not to used in the future. The second reading was agreed to, after a brief discussion. [344, 149, 452, 281]
dateline: London, October 1. [1043, 99, 1108, 109]
article-subheading: BAND OF HOPE. [218, 862, 288, 872]
article-paragraph: The Presbytery to-day decided to petition Parliament to decrease the number of racing days. The Presbytery nominated as Moderator of the General Assembly next year, the Rev. W. McCura, of Kaikoura. [940, 950, 1108, 1001]
section-divider [344, 1909, 452, 1910]
dateline: London, October 1. [868, 267, 933, 277]
article-subheading: LEGISLATIVE COUNCIL. [365, 54, 431, 75]
article-paragraph: The petition urged that none of the allegations were supported by evidence other than statements contained in the petition itself. The statements against the society viz., its conduct of financing and management, are denied and are described as false and misleading. The petitioners believe that previous petition was presented with the intention of injuring the society and damaging its interests, and was not bona fide in the public interest or in the interests of the society. [591, 1202, 752, 1314]
column-1 [6, 36, 162, 1700]
article-paragraph: The British revenue for the quarter was £38,797,700. Customs contributed £8,161,000, excise £8,568,000, stamps £2,443,000, income tax £3,174,000. [940, 111, 1108, 152]
dateline: Sydney, October 2. [688, 648, 752, 658]
article-paragraph: Mr. Wilford gave notice to ask the Prime Minister if he will immediately cause an enquiry to be held in regard to the grave allegations of the Minister of Finance in relation to alleged political influence on the granting of loans to local authorities by the State-guaranteed Advances Board; and if he will request a Judge of the Supreme Court to hold such enquiry in open Court, with the press present, so that the public may judge for themselves whether there is anything in the serious charges of jobbery and corruption levelled by the Minister of Finance against the Board, the members of which are of high character; and if he will not order a public enquiry, will he report the statements made against the Board outside the House of Parliament, so that those members of the Board may have an opportunity, through the Courts, of proving their innocence of the serious and damaging indictment made under the shelter of Parliamentary privilege against them? [460, 747, 585, 1041]
article-subheading: ENQUIRY DEMANDED. [474, 85, 571, 95]
received-time: (Received 8.5 a.m.) [991, 87, 1057, 97]
dateline: London, October 1. [1043, 345, 1108, 355]
article-paragraph: In taking part in a recent German lottery a lady in South Africa insisted upon choosing, and eventually did obtain, a ticket bearing the number 77. Two months later she was informed that this ticket had won her a prize amounting to £2000. Asked why she had selected No. 77, she answered, "You see, I dreamed on three successive occasions that No. 7 had drawn a large prize, so I said to myself, 'three sevens are 21,' and immediately wrote for that number." Which would appear to indicate that she is weak in regard to the multiplication table. [6, 484, 162, 616]
masthead: STRATFORD EVENING POST, WEDNESDAY, OCTOBER 2 1912 [247, 4, 867, 23]
